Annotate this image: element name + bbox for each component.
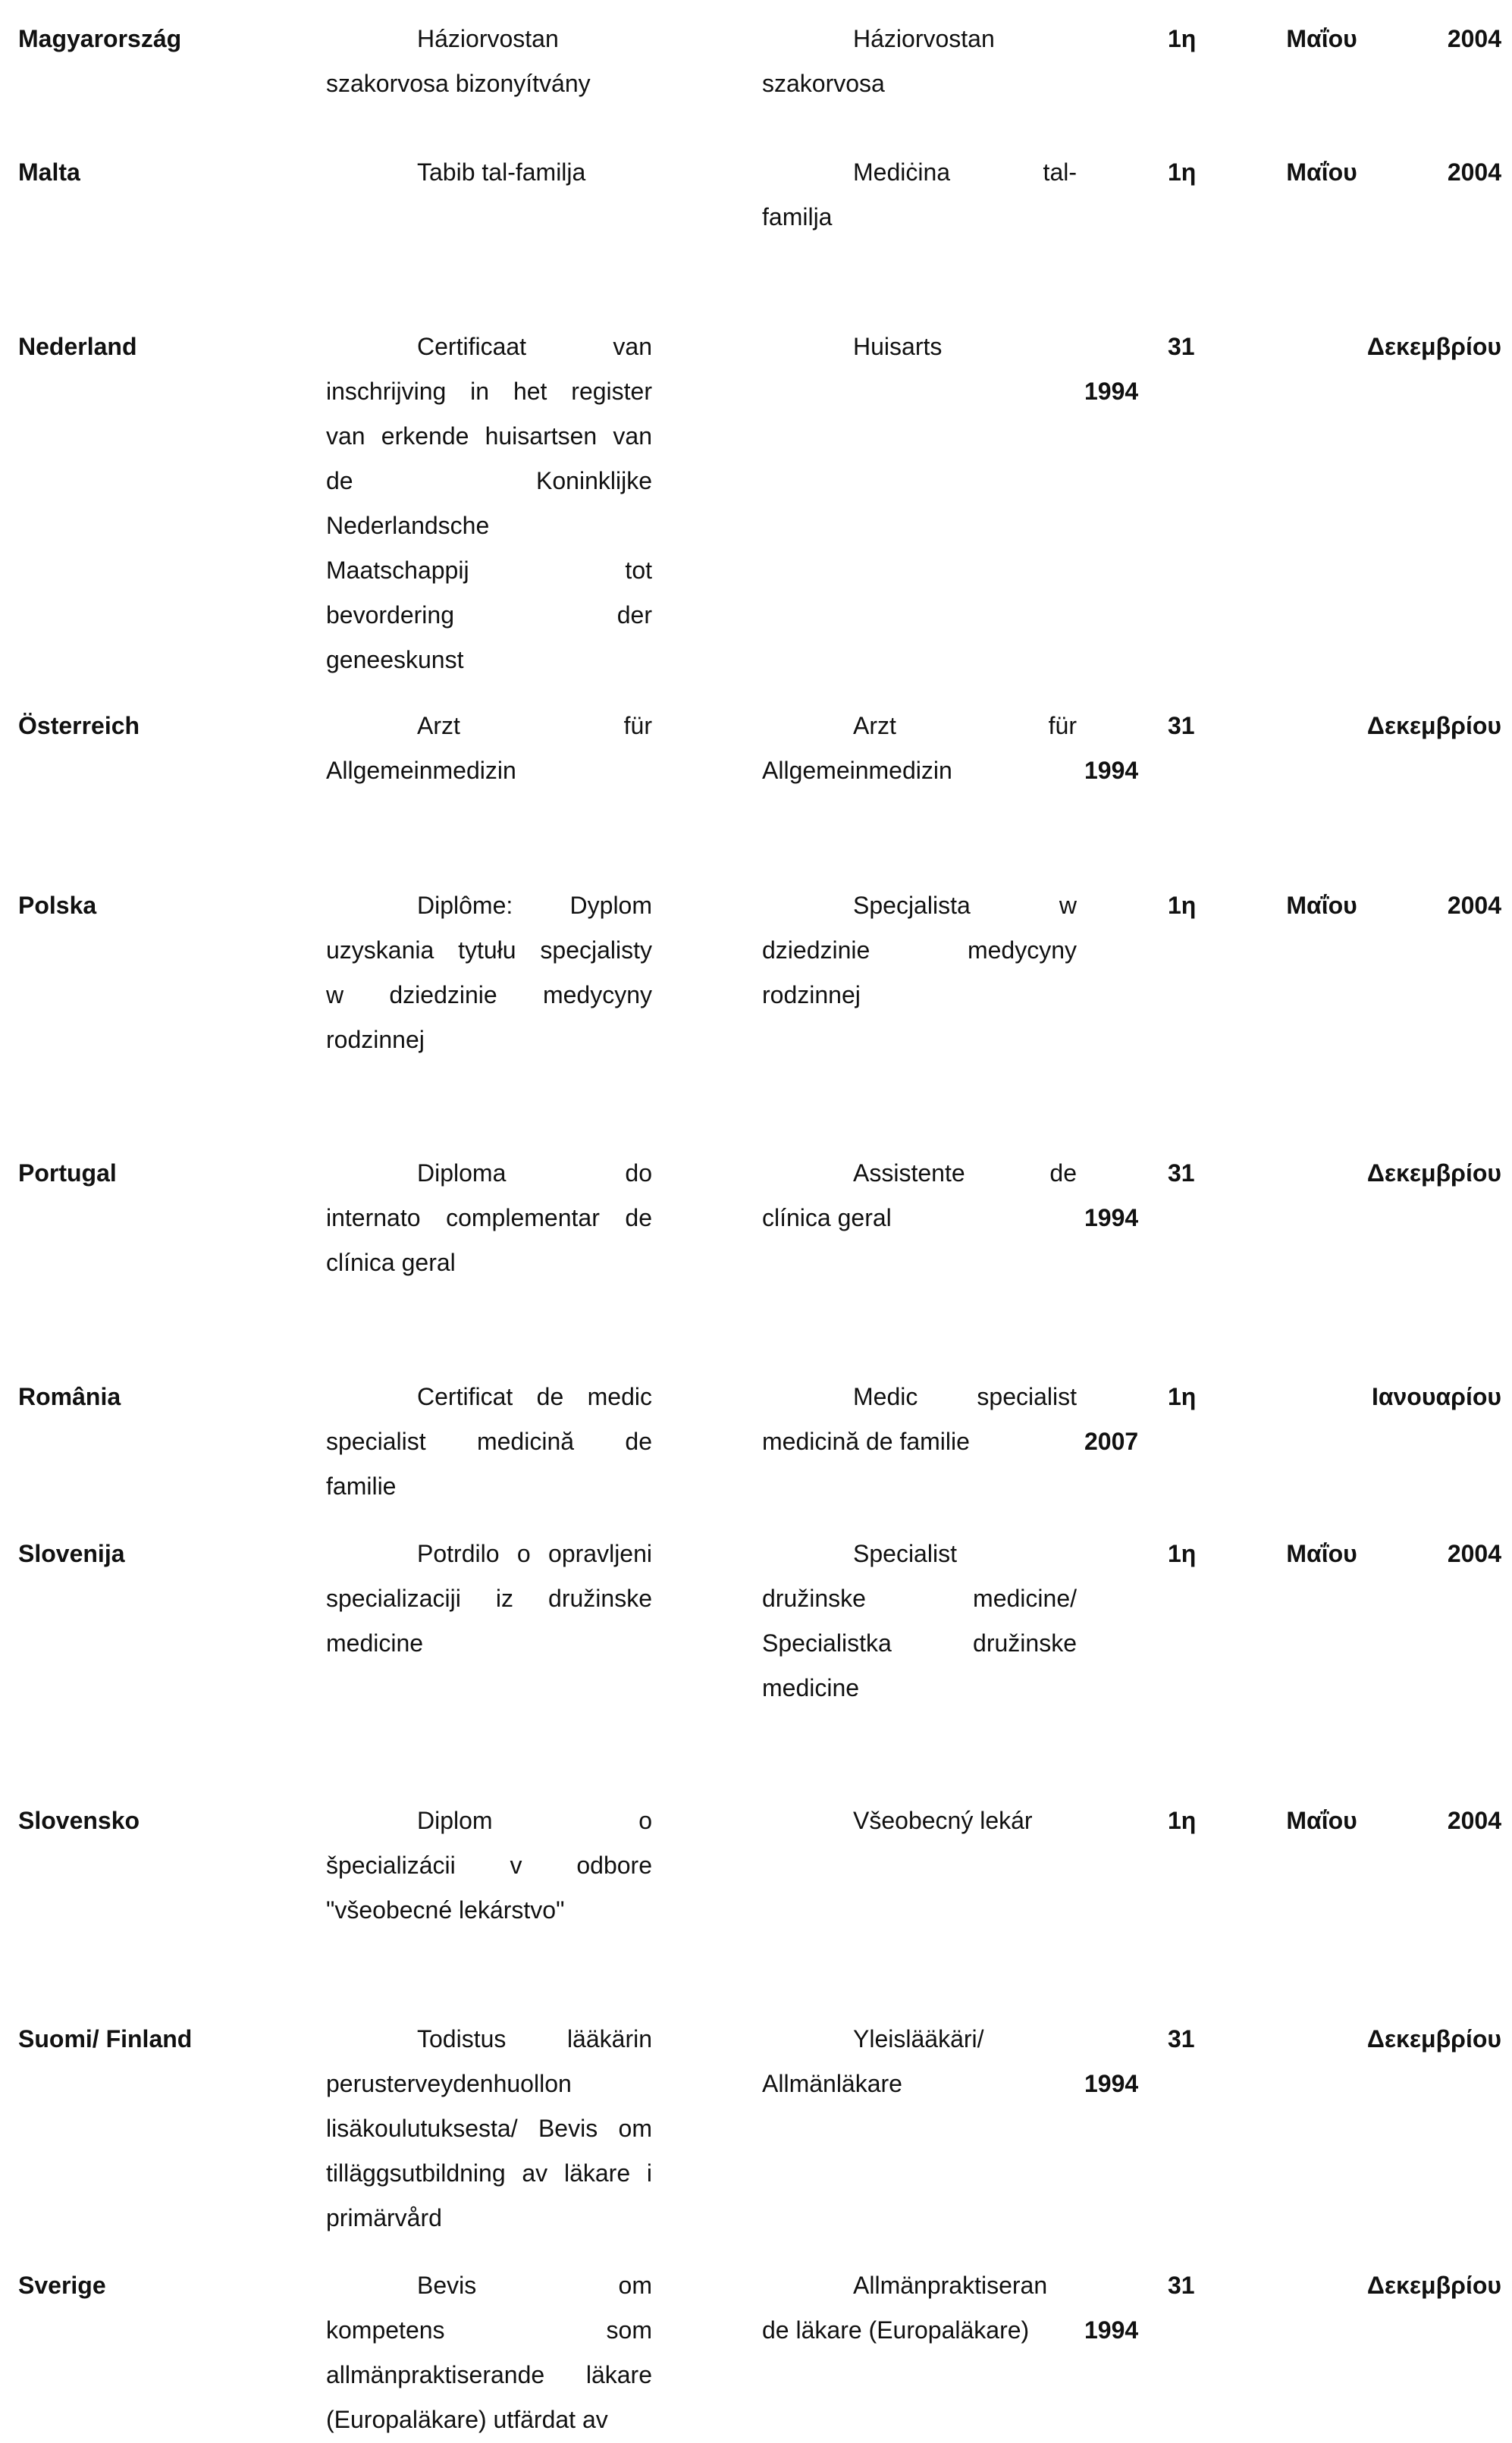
diploma-title [326, 2017, 652, 2241]
diploma-title [326, 325, 652, 682]
diploma-title [326, 1151, 652, 1285]
diploma-title-line: allmänpraktiserande läkare [326, 2361, 652, 2388]
diploma-title-line: uzyskania tytułu specjalisty [326, 936, 652, 964]
professional-title-line: Specjalista w [853, 892, 1077, 919]
diploma-title-line: inschrijving in het register [326, 378, 652, 405]
professional-title [762, 883, 1077, 1018]
professional-title-line: Yleislääkäri/ [853, 2025, 984, 2053]
professional-title [762, 1375, 1077, 1464]
professional-title-line: Huisarts [853, 333, 943, 360]
diploma-title-line: van erkende huisartsen van [326, 422, 652, 450]
reference-year: 1994 [1084, 378, 1139, 405]
diploma-title-line: Tabib tal-familja [417, 158, 586, 186]
professional-title [762, 2263, 1077, 2353]
diploma-title-line: Bevis om [417, 2272, 652, 2299]
diploma-title [326, 883, 652, 1062]
reference-date: 1η Μαΐου 2004 [1168, 892, 1501, 919]
professional-title [762, 17, 1077, 106]
diploma-title-line: Nederlandsche [326, 512, 490, 539]
professional-title-line: Arzt für [853, 712, 1077, 739]
professional-title-line: Medic specialist [853, 1383, 1077, 1410]
reference-date: 1η Ιανουαρίου [1168, 1383, 1501, 1410]
professional-title-line: Allgemeinmedizin [762, 757, 952, 784]
professional-title-line: medicină de familie [762, 1428, 970, 1455]
diploma-title-line: Diplom o [417, 1807, 652, 1834]
professional-title [762, 150, 1077, 240]
member-state-name: Sverige [18, 2272, 106, 2299]
professional-title-line: Assistente de [853, 1159, 1077, 1187]
reference-date: 31 Δεκεμβρίου [1168, 333, 1501, 360]
professional-title-line: clínica geral [762, 1204, 892, 1231]
diploma-title-line: familie [326, 1472, 397, 1500]
diploma-title-line: Todistus lääkärin [417, 2025, 652, 2053]
professional-title-line: Allmänläkare [762, 2070, 902, 2097]
diploma-title-line: Diploma do [417, 1159, 652, 1187]
reference-date: 1η Μαΐου 2004 [1168, 158, 1501, 186]
member-state-name: Österreich [18, 712, 140, 739]
reference-date: 31 Δεκεμβρίου [1168, 2272, 1501, 2299]
reference-date: 1η Μαΐου 2004 [1168, 1807, 1501, 1834]
diploma-title-line: Certificat de medic [417, 1383, 652, 1410]
member-state-name: Slovensko [18, 1807, 140, 1834]
diploma-title-line: "všeobecné lekárstvo" [326, 1896, 565, 1924]
diploma-title-line: primärvård [326, 2204, 442, 2231]
reference-date: 1η Μαΐου 2004 [1168, 25, 1501, 52]
professional-title-line: Všeobecný lekár [853, 1807, 1033, 1834]
professional-title-line: Háziorvostan [853, 25, 995, 52]
diploma-title-line: perusterveydenhuollon [326, 2070, 572, 2097]
diploma-title-line: medicine [326, 1629, 424, 1657]
diploma-title [326, 1532, 652, 1666]
diploma-title-line: Certificaat van [417, 333, 652, 360]
diploma-title [326, 704, 652, 793]
professional-title-line: Mediċina tal- [853, 158, 1077, 186]
diploma-title-line: specialist medicină de [326, 1428, 652, 1455]
diploma-title-line: kompetens som [326, 2316, 652, 2344]
professional-title [762, 1799, 1077, 1843]
diploma-title-line: w dziedzinie medycyny [326, 981, 652, 1008]
diploma-title-line: de Koninklijke [326, 467, 652, 494]
member-state-name: Portugal [18, 1159, 117, 1187]
reference-year: 1994 [1084, 2070, 1139, 2097]
member-state-name: Malta [18, 158, 80, 186]
professional-title-line: familja [762, 203, 833, 231]
professional-title-line: szakorvosa [762, 70, 885, 97]
diploma-title-line: bevordering der [326, 601, 652, 629]
professional-title-line: družinske medicine/ [762, 1585, 1077, 1612]
diploma-title-line: (Europaläkare) utfärdat av [326, 2406, 608, 2433]
diploma-title [326, 1799, 652, 1933]
professional-title-line: rodzinnej [762, 981, 861, 1008]
professional-title-line: dziedzinie medycyny [762, 936, 1077, 964]
member-state-name: România [18, 1383, 121, 1410]
professional-title-line: de läkare (Europaläkare) [762, 2316, 1030, 2344]
reference-year: 1994 [1084, 757, 1139, 784]
professional-title-line: Specialistka družinske [762, 1629, 1077, 1657]
diploma-title-line: Potrdilo o opravljeni [417, 1540, 652, 1567]
professional-title [762, 1151, 1077, 1240]
member-state-name: Polska [18, 892, 97, 919]
diploma-title [326, 17, 652, 106]
member-state-name: Suomi/ Finland [18, 2025, 193, 2053]
professional-title [762, 325, 1077, 369]
diploma-title-line: szakorvosa bizonyítvány [326, 70, 591, 97]
diploma-title-line: Allgemeinmedizin [326, 757, 516, 784]
diploma-title-line: Maatschappij tot [326, 557, 652, 584]
diploma-title-line: tilläggsutbildning av läkare i [326, 2159, 652, 2187]
diploma-title-line: rodzinnej [326, 1026, 425, 1053]
professional-title-line: Allmänpraktiseran [853, 2272, 1048, 2299]
reference-year: 1994 [1084, 2316, 1139, 2344]
diploma-title-line: internato complementar de [326, 1204, 652, 1231]
diploma-title-line: špecializácii v odbore [326, 1852, 652, 1879]
reference-year: 2007 [1084, 1428, 1139, 1455]
diploma-title-line: geneeskunst [326, 646, 464, 673]
professional-title-line: Specialist [853, 1540, 957, 1567]
diploma-title-line: specializaciji iz družinske [326, 1585, 652, 1612]
professional-title [762, 1532, 1077, 1711]
professional-title-line: medicine [762, 1674, 860, 1701]
diploma-title [326, 150, 652, 195]
diploma-title-line: Arzt für [417, 712, 652, 739]
reference-date: 31 Δεκεμβρίου [1168, 2025, 1501, 2053]
reference-date: 31 Δεκεμβρίου [1168, 1159, 1501, 1187]
reference-date: 1η Μαΐου 2004 [1168, 1540, 1501, 1567]
professional-title [762, 2017, 1077, 2106]
professional-title [762, 704, 1077, 793]
reference-year: 1994 [1084, 1204, 1139, 1231]
reference-date: 31 Δεκεμβρίου [1168, 712, 1501, 739]
diploma-title [326, 1375, 652, 1509]
diploma-title [326, 2263, 652, 2442]
diploma-title-line: clínica geral [326, 1249, 456, 1276]
diploma-title-line: Diplôme: Dyplom [417, 892, 652, 919]
diploma-title-line: lisäkoulutuksesta/ Bevis om [326, 2115, 652, 2142]
member-state-name: Nederland [18, 333, 137, 360]
member-state-name: Slovenija [18, 1540, 125, 1567]
diploma-title-line: Háziorvostan [417, 25, 559, 52]
member-state-name: Magyarország [18, 25, 182, 52]
